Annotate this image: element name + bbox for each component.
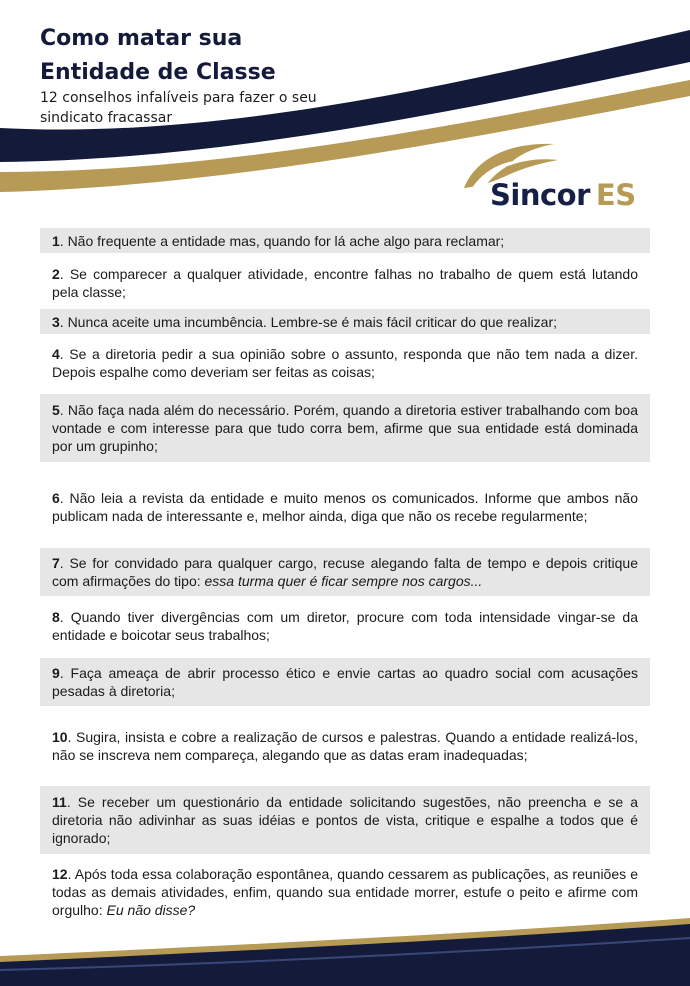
tip-number: 3 (52, 313, 60, 330)
tip-item-1 (40, 228, 650, 253)
tip-number: 7 (52, 555, 60, 571)
tip-text: . Faça ameaça de abrir processo ético e envie cartas ao quadro social com acusações pesadas à diretoria; (52, 665, 638, 699)
tip-number: 8 (52, 609, 60, 625)
tip-item-5 (40, 394, 650, 462)
tip-text: . Não faça nada além do necessário. Porém, quando a diretoria estiver trabalhando com boa vontade e com interesse para que tudo corra bem, afirme que sua entidade está dominada por um grupinho; (52, 402, 638, 454)
tip-item-12 (40, 862, 650, 922)
subtitle-line-1: 12 conselhos infalíveis para fazer o seu (40, 90, 317, 106)
tip-quote: essa turma quer é ficar sempre nos cargos... (204, 573, 483, 589)
tip-number: 1 (52, 232, 60, 249)
tip-item-8 (40, 604, 650, 648)
tip-number: 9 (52, 665, 60, 681)
tip-item-6 (40, 476, 650, 538)
tip-text: . Não frequente a entidade mas, quando for lá ache algo para reclamar; (59, 232, 505, 249)
tips-list (40, 228, 650, 922)
tip-text: . Se a diretoria pedir a sua opinião sobre o assunto, responda que não tem nada a dizer. Depois espalhe como deveriam ser feitas as coisas; (52, 346, 638, 380)
tip-item-3 (40, 309, 650, 334)
tip-text: . Sugira, insista e cobre a realização de cursos e palestras. Quando a entidade realizá-los, não se inscreva nem compareça, alegando que as datas eram inadequadas; (52, 729, 638, 763)
tip-item-2 (40, 263, 650, 303)
tip-quote: Eu não disse? (106, 902, 196, 918)
footer-swoosh-graphic (0, 918, 690, 986)
tip-number: 4 (52, 346, 60, 362)
tip-number: 2 (52, 266, 60, 282)
tip-text: . Nunca aceite uma incumbência. Lembre-se é mais fácil criticar do que realizar; (59, 313, 558, 330)
tip-number: 6 (52, 490, 60, 506)
tip-item-10 (40, 716, 650, 776)
logo-wordmark (490, 178, 636, 212)
subtitle-line-2: sindicato fracassar (40, 110, 173, 126)
page-subtitle (40, 88, 370, 128)
title-line-2: Entidade de Classe (40, 60, 276, 85)
tip-number: 11 (52, 794, 67, 810)
tip-text: . Não leia a revista da entidade e muito menos os comunicados. Informe que ambos não publicam nada de interessante e, melhor ainda, diga que não os recebe regularmente; (52, 490, 638, 524)
tip-text: . Se comparecer a qualquer atividade, encontre falhas no trabalho de quem está lutando pela classe; (52, 266, 638, 300)
tip-text: . Quando tiver divergências com um diretor, procure com toda intensidade vingar-se da entidade e boicotar seus trabalhos; (52, 609, 638, 643)
logo-name-accent: ES (595, 178, 636, 212)
tip-item-7 (40, 548, 650, 596)
tip-item-9 (40, 658, 650, 706)
tip-number: 12 (52, 866, 68, 882)
tip-item-4 (40, 342, 650, 384)
sincor-es-logo (458, 136, 658, 220)
tip-number: 10 (52, 729, 68, 745)
tip-text: . Se receber um questionário da entidade solicitando sugestões, não preencha e se a diretoria não adivinhar as suas idéias e pontos de vista, critique e espalhe a todos que é ignorado; (52, 794, 638, 846)
tip-text: . Se for convidado para qualquer cargo, recuse alegando falta de tempo e depois critique com afirmações do tipo: (52, 555, 638, 589)
tip-item-11 (40, 786, 650, 854)
tip-number: 5 (52, 402, 60, 418)
title-line-1: Como matar sua (40, 26, 243, 51)
logo-name-main: Sincor (490, 178, 590, 212)
tip-text: . Após toda essa colaboração espontânea, quando cessarem as publicações, as reuniões e todas as demais atividades, enfim, quando sua entidade morrer, estufe o peito e afirme com orgulho: (52, 866, 638, 918)
page-title (40, 22, 276, 90)
